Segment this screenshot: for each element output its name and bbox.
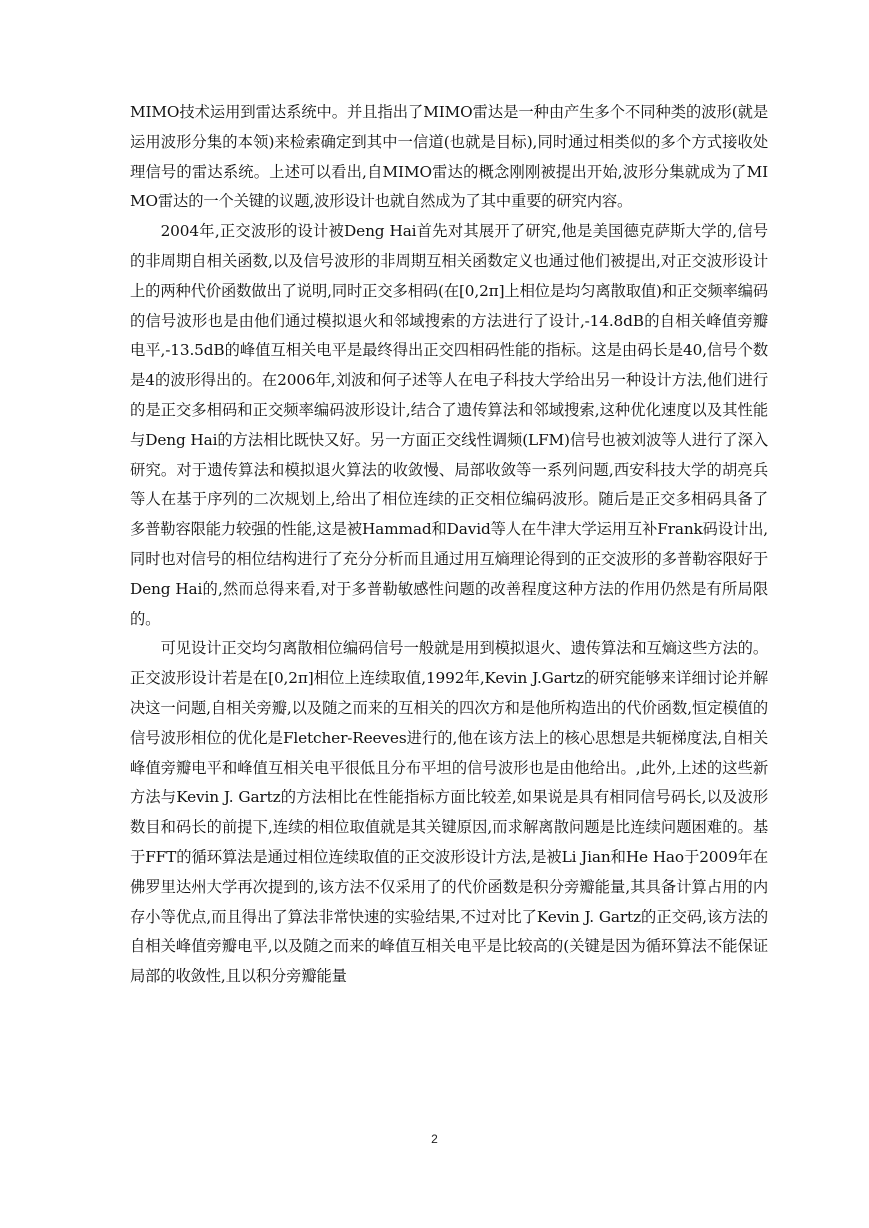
paragraph-2: 2004年,正交波形的设计被Deng Hai首先对其展开了研究,他是美国德克萨斯大学的,信号的非周期自相关函数,以及信号波形的非周期互相关函数定义也通过他们被提出,对正交波形设计上的两种代价函数做出了说明,同时正交多相码(在[0,2π]上相位是均匀离散取值)和正交频率编码的信号波形也是由他们通过模拟退火和邻域搜索的方法进行了设计,-14.8dB的自相关峰值旁瓣电平,-13.5dB的峰值互相关电平是最终得出正交四相码性能的指标。这是由码长是40,信号个数是4的波形得出的。在2006年,刘波和何子述等人在电子科技大学给出另一种设计方法,他们进行的是正交多相码和正交频率编码波形设计,结合了遗传算法和邻域搜索,这种优化速度以及其性能与Deng Hai的方法相比既快又好。另一方面正交线性调频(LFM)信号也被刘波等人进行了深入研究。对于遗传算法和模拟退火算法的收敛慢、局部收敛等一系列问题,西安科技大学的胡亮兵等人在基于序列的二次规划上,给出了相位连续的正交相位编码波形。随后是正交多相码具备了多普勒容限能力较强的性能,这是被Hammad和David等人在牛津大学运用互补Frank码设计出,同时也对信号的相位结构进行了充分分析而且通过用互熵理论得到的正交波形的多普勒容限好于Deng Hai的,然而总得来看,对于多普勒敏感性问题的改善程度这种方法的作用仍然是有所局限的。 xyxy=(130,222,768,628)
paragraph-3: 可见设计正交均匀离散相位编码信号一般就是用到模拟退火、遗传算法和互熵这些方法的。正交波形设计若是在[0,2π]相位上连续取值,1992年,Kevin J.Gartz的研究能够来详细讨论并解决这一问题,自相关旁瓣,以及随之而来的互相关的四次方和是他所构造出的代价函数,恒定模值的信号波形相位的优化是Fletcher-Reeves进行的,他在该方法上的核心思想是共轭梯度法,自相关峰值旁瓣电平和峰值互相关电平很低且分布平坦的信号波形也是由他给出。,此外,上述的这些新方法与Kevin J. Gartz的方法相比在性能指标方面比较差,如果说是具有相同信号码长,以及波形数目和码长的前提下,连续的相位取值就是其关键原因,而求解离散问题是比连续问题困难的。基于FFT的循环算法是通过相位连续取值的正交波形设计方法,是被Li Jian和He Hao于2009年在佛罗里达州大学再次提到的,该方法不仅采用了的代价函数是积分旁瓣能量,其具备计算占用的内存小等优点,而且得出了算法非常快速的实验结果,不过对比了Kevin J. Gartz的正交码,该方法的自相关峰值旁瓣电平,以及随之而来的峰值互相关电平是比较高的(关键是因为循环算法不能保证局部的收敛性,且以积分旁瓣能量 xyxy=(130,639,768,986)
page-body xyxy=(130,98,768,992)
paragraph-1: MIMO技术运用到雷达系统中。并且指出了MIMO雷达是一种由产生多个不同种类的波形(就是运用波形分集的本领)来检索确定到其中一信道(也就是目标),同时通过相类似的多个方式接收处理信号的雷达系统。上述可以看出,自MIMO雷达的概念刚刚被提出开始,波形分集就成为了MIMO雷达的一个关键的议题,波形设计也就自然成为了其中重要的研究内容。 xyxy=(130,103,768,211)
page-number: 2 xyxy=(431,1132,438,1146)
